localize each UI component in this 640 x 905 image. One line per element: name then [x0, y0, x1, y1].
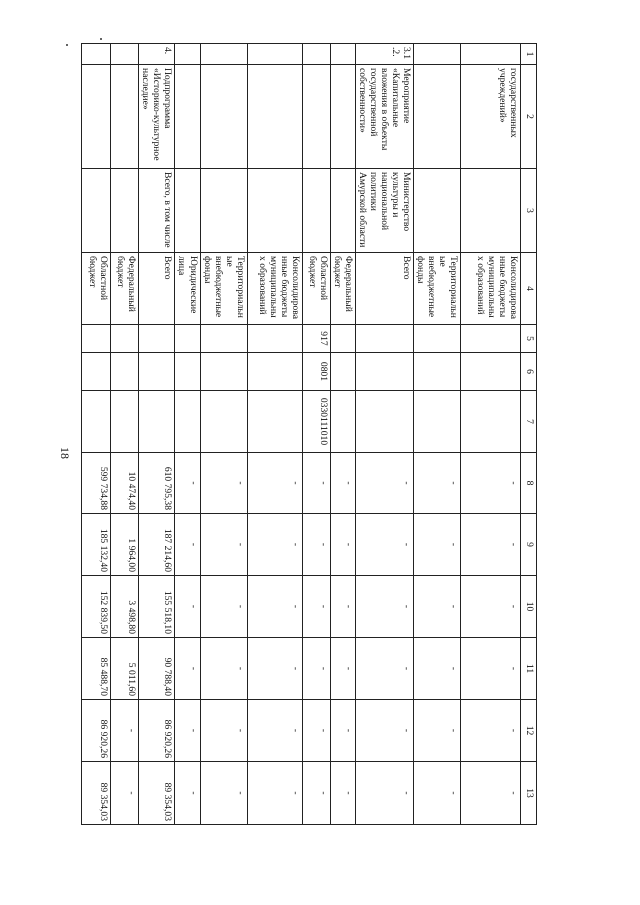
cell-col-4: Консолидированные бюджеты муниципальных образований [461, 253, 521, 325]
cell-col-8: - [302, 453, 330, 514]
cell-col-5 [111, 325, 139, 353]
cell-col-7 [461, 391, 521, 453]
cell-col-10: - [461, 576, 521, 638]
cell-col-4: Территориальные внебюджетные фонды [200, 253, 247, 325]
table-row [413, 44, 460, 825]
cell-col-5 [355, 325, 413, 353]
cell-col-1 [111, 44, 139, 65]
cell-col-6: 0801 [302, 353, 330, 391]
cell-col-7 [200, 391, 247, 453]
cell-col-2 [247, 65, 302, 169]
col-header: 11 [521, 638, 537, 700]
col-header: 7 [521, 391, 537, 453]
cell-col-11: 85 488,70 [82, 638, 111, 700]
cell-col-6 [330, 353, 355, 391]
cell-col-4: Всего [139, 253, 175, 325]
cell-col-5 [82, 325, 111, 353]
cell-col-5 [247, 325, 302, 353]
cell-col-5: 917 [302, 325, 330, 353]
table-frame [87, 43, 537, 824]
cell-col-10: - [247, 576, 302, 638]
cell-col-13: - [355, 762, 413, 825]
cell-col-7 [111, 391, 139, 453]
cell-col-9: - [200, 514, 247, 576]
cell-col-1 [413, 44, 460, 65]
cell-col-8: - [200, 453, 247, 514]
cell-col-13: - [175, 762, 200, 825]
cell-col-12: - [413, 700, 460, 762]
col-header: 4 [521, 253, 537, 325]
cell-col-3 [175, 169, 200, 253]
cell-col-8: 599 734,88 [82, 453, 111, 514]
cell-col-10: - [355, 576, 413, 638]
cell-col-9: - [355, 514, 413, 576]
cell-col-3 [413, 169, 460, 253]
cell-col-11: - [200, 638, 247, 700]
cell-col-2 [175, 65, 200, 169]
col-header: 6 [521, 353, 537, 391]
cell-col-7 [175, 391, 200, 453]
cell-col-3 [200, 169, 247, 253]
cell-col-11: 5 011,60 [111, 638, 139, 700]
table-row [82, 44, 111, 825]
cell-col-13: - [302, 762, 330, 825]
cell-col-3 [82, 169, 111, 253]
column-number-row [521, 44, 537, 825]
table-row [200, 44, 247, 825]
cell-col-4: Юридические лица [175, 253, 200, 325]
cell-col-5 [200, 325, 247, 353]
cell-col-6 [111, 353, 139, 391]
cell-col-1: 4. [139, 44, 175, 65]
cell-col-10: - [330, 576, 355, 638]
scan-speck [100, 38, 102, 40]
cell-col-11: - [461, 638, 521, 700]
cell-col-9: 185 132,40 [82, 514, 111, 576]
cell-col-9: 1 964,00 [111, 514, 139, 576]
cell-col-9: - [175, 514, 200, 576]
table-row [461, 44, 521, 825]
cell-col-3 [111, 169, 139, 253]
cell-col-12: - [302, 700, 330, 762]
cell-col-13: - [461, 762, 521, 825]
cell-col-12: - [247, 700, 302, 762]
cell-col-3 [461, 169, 521, 253]
cell-col-6 [175, 353, 200, 391]
cell-col-12: - [355, 700, 413, 762]
cell-col-5 [139, 325, 175, 353]
cell-col-1 [247, 44, 302, 65]
cell-col-13: 89 354,03 [139, 762, 175, 825]
cell-col-7 [355, 391, 413, 453]
table-row [355, 44, 413, 825]
cell-col-7 [82, 391, 111, 453]
cell-col-3 [247, 169, 302, 253]
cell-col-10: 155 518,10 [139, 576, 175, 638]
cell-col-7 [330, 391, 355, 453]
cell-col-5 [461, 325, 521, 353]
cell-col-5 [330, 325, 355, 353]
cell-col-9: - [330, 514, 355, 576]
cell-col-2 [200, 65, 247, 169]
cell-col-1 [175, 44, 200, 65]
cell-col-9: 187 214,60 [139, 514, 175, 576]
cell-col-9: - [302, 514, 330, 576]
table-row [330, 44, 355, 825]
cell-col-13: 89 354,03 [82, 762, 111, 825]
cell-col-5 [175, 325, 200, 353]
table-row [302, 44, 330, 825]
cell-col-2 [302, 65, 330, 169]
cell-col-1 [461, 44, 521, 65]
cell-col-8: - [413, 453, 460, 514]
cell-col-12: - [111, 700, 139, 762]
cell-col-2 [330, 65, 355, 169]
cell-col-1 [200, 44, 247, 65]
cell-col-7 [139, 391, 175, 453]
col-header: 3 [521, 169, 537, 253]
cell-col-11: - [247, 638, 302, 700]
cell-col-1 [330, 44, 355, 65]
cell-col-13: - [330, 762, 355, 825]
cell-col-2: государственных учреждений» [461, 65, 521, 169]
cell-col-9: - [413, 514, 460, 576]
cell-col-6 [200, 353, 247, 391]
cell-col-8: - [175, 453, 200, 514]
cell-col-8: - [330, 453, 355, 514]
cell-col-2 [82, 65, 111, 169]
cell-col-8: - [355, 453, 413, 514]
cell-col-9: - [461, 514, 521, 576]
col-header: 12 [521, 700, 537, 762]
cell-col-6 [247, 353, 302, 391]
cell-col-4: Всего [355, 253, 413, 325]
cell-col-11: - [413, 638, 460, 700]
cell-col-3 [302, 169, 330, 253]
page-number: 18 [58, 447, 72, 459]
cell-col-12: - [200, 700, 247, 762]
cell-col-6 [355, 353, 413, 391]
cell-col-10: 3 498,80 [111, 576, 139, 638]
cell-col-4: Федеральный бюджет [330, 253, 355, 325]
cell-col-12: 86 920,26 [139, 700, 175, 762]
cell-col-12: 86 920,26 [82, 700, 111, 762]
cell-col-10: - [413, 576, 460, 638]
cell-col-11: - [330, 638, 355, 700]
cell-col-8: 610 795,38 [139, 453, 175, 514]
col-header: 1 [521, 44, 537, 65]
scan-speck [66, 44, 68, 46]
cell-col-6 [82, 353, 111, 391]
budget-table [81, 43, 537, 825]
cell-col-1 [302, 44, 330, 65]
cell-col-12: - [330, 700, 355, 762]
col-header: 5 [521, 325, 537, 353]
table-row [111, 44, 139, 825]
cell-col-13: - [247, 762, 302, 825]
cell-col-3: Всего, в том числе [139, 169, 175, 253]
table-row [175, 44, 200, 825]
cell-col-4: Территориальные внебюджетные фонды [413, 253, 460, 325]
col-header: 10 [521, 576, 537, 638]
cell-col-6 [461, 353, 521, 391]
cell-col-12: - [461, 700, 521, 762]
cell-col-10: - [175, 576, 200, 638]
cell-col-7 [247, 391, 302, 453]
cell-col-11: 90 788,40 [139, 638, 175, 700]
cell-col-4: Консолидированные бюджеты муниципальных образований [247, 253, 302, 325]
cell-col-6 [139, 353, 175, 391]
cell-col-7: 0330111010 [302, 391, 330, 453]
col-header: 8 [521, 453, 537, 514]
col-header: 9 [521, 514, 537, 576]
cell-col-9: - [247, 514, 302, 576]
cell-col-1: 3.1.2. [355, 44, 413, 65]
table-row [139, 44, 175, 825]
cell-col-7 [413, 391, 460, 453]
cell-col-12: - [175, 700, 200, 762]
cell-col-5 [413, 325, 460, 353]
cell-col-8: 10 474,40 [111, 453, 139, 514]
cell-col-11: - [302, 638, 330, 700]
cell-col-6 [413, 353, 460, 391]
cell-col-13: - [413, 762, 460, 825]
col-header: 2 [521, 65, 537, 169]
cell-col-10: 152 839,50 [82, 576, 111, 638]
cell-col-11: - [175, 638, 200, 700]
cell-col-13: - [200, 762, 247, 825]
cell-col-2 [413, 65, 460, 169]
cell-col-4: Областной бюджет [82, 253, 111, 325]
cell-col-2: Подпрограмма «Историко-культурное наследие» [139, 65, 175, 169]
cell-col-11: - [355, 638, 413, 700]
col-header: 13 [521, 762, 537, 825]
cell-col-4: Областной бюджет [302, 253, 330, 325]
cell-col-8: - [461, 453, 521, 514]
cell-col-2: Мероприятие «Капитальные вложения в объекты государственной собственности» [355, 65, 413, 169]
cell-col-13: - [111, 762, 139, 825]
cell-col-10: - [302, 576, 330, 638]
table-row [247, 44, 302, 825]
cell-col-1 [82, 44, 111, 65]
cell-col-10: - [200, 576, 247, 638]
cell-col-3: Министерство культуры и национальной политики Амурской области [355, 169, 413, 253]
cell-col-8: - [247, 453, 302, 514]
cell-col-2 [111, 65, 139, 169]
cell-col-3 [330, 169, 355, 253]
cell-col-4: Федеральный бюджет [111, 253, 139, 325]
